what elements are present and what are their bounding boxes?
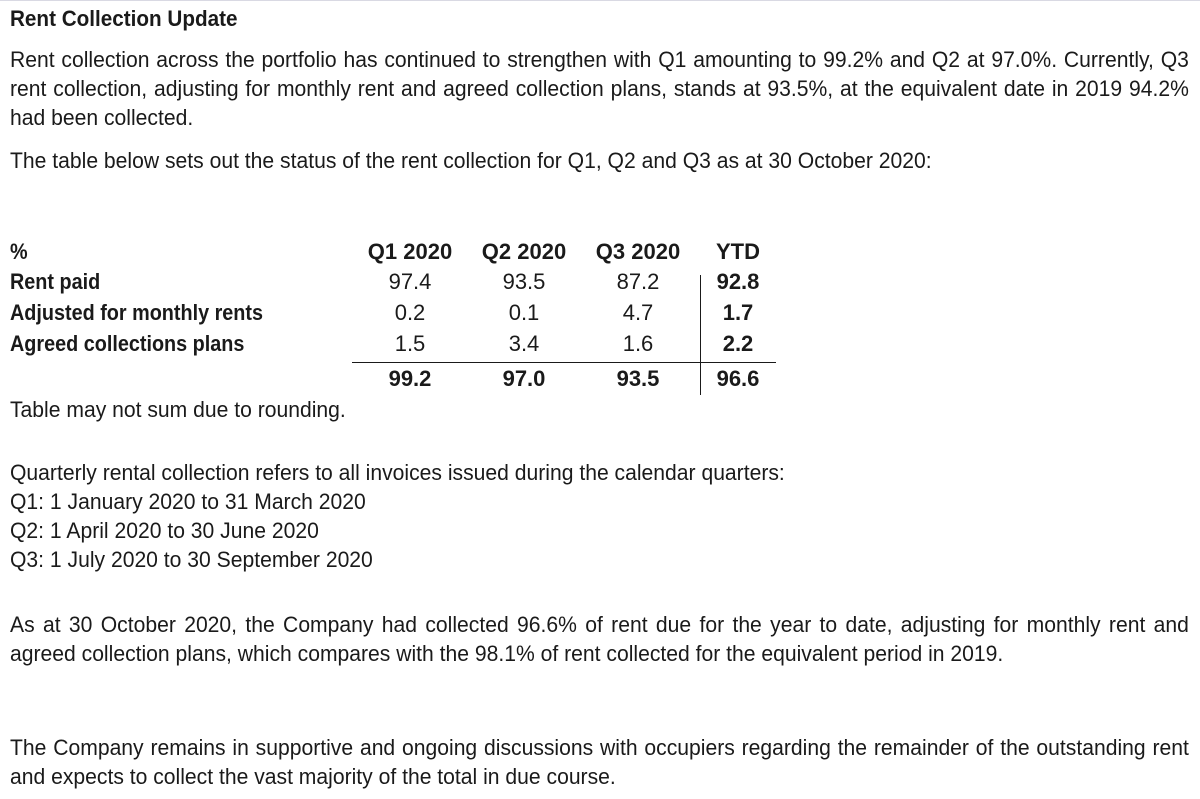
outlook-paragraph: The Company remains in supportive and ongoing discussions with occupiers regarding the remainder of the outstanding rent and expects to collect the vast majority of the total in due course.: [10, 735, 1189, 789]
unit-header: %: [10, 239, 28, 264]
document-body: [10, 4, 1190, 175]
column-header-q2: Q2 2020: [481, 239, 567, 264]
quarters-intro: Quarterly rental collection refers to all invoices issued during the calendar quarters:: [10, 460, 785, 485]
table-cell: 0.1: [508, 300, 540, 325]
table-cell: 3.4: [508, 331, 540, 356]
table-intro-paragraph: The table below sets out the status of the rent collection for Q1, Q2 and Q3 as at 30 October 2020:: [10, 148, 932, 173]
rent-collection-table: [10, 238, 790, 398]
column-header-ytd: YTD: [716, 239, 760, 264]
table-cell: 0.2: [394, 300, 426, 325]
table-cell: 87.2: [616, 269, 660, 294]
quarter-definitions: [10, 458, 1190, 574]
column-header-q1: Q1 2020: [367, 239, 453, 264]
row-label: Adjusted for monthly rents: [10, 300, 264, 325]
table-cell: 1.5: [394, 331, 426, 356]
total-cell: 93.5: [616, 366, 660, 391]
row-label: Rent paid: [10, 269, 101, 294]
total-cell-ytd: 96.6: [716, 366, 760, 391]
section-title: Rent Collection Update: [10, 6, 238, 31]
row-label: Agreed collections plans: [10, 331, 245, 356]
quarter-line: Q2: 1 April 2020 to 30 June 2020: [10, 518, 319, 543]
table-cell: 93.5: [502, 269, 546, 294]
total-cell: 99.2: [388, 366, 432, 391]
quarter-line: Q1: 1 January 2020 to 31 March 2020: [10, 489, 366, 514]
table-cell-ytd: 2.2: [722, 331, 754, 356]
total-cell: 97.0: [502, 366, 546, 391]
table-cell-ytd: 92.8: [716, 269, 760, 294]
quarter-line: Q3: 1 July 2020 to 30 September 2020: [10, 547, 373, 572]
total-rule: [352, 362, 776, 363]
column-header-q3: Q3 2020: [595, 239, 681, 264]
table-cell-ytd: 1.7: [722, 300, 754, 325]
top-divider: [0, 0, 1200, 1]
table-cell: 1.6: [622, 331, 654, 356]
ytd-paragraph: As at 30 October 2020, the Company had collected 96.6% of rent due for the year to date, adjusting for monthly rent and agreed collection plans, which compares with the 98.1% of rent collected for the equivalent period in 2019.: [10, 612, 1189, 666]
table-footnote: Table may not sum due to rounding.: [10, 397, 346, 422]
table-cell: 4.7: [622, 300, 654, 325]
table-cell: 97.4: [388, 269, 432, 294]
intro-paragraph: Rent collection across the portfolio has continued to strengthen with Q1 amounting to 99.2% and Q2 at 97.0%. Currently, Q3 rent collection, adjusting for monthly rent and agreed collection plans, stands at 93.5%, at the equivalent date in 2019 94.2% had been collected.: [10, 47, 1189, 130]
